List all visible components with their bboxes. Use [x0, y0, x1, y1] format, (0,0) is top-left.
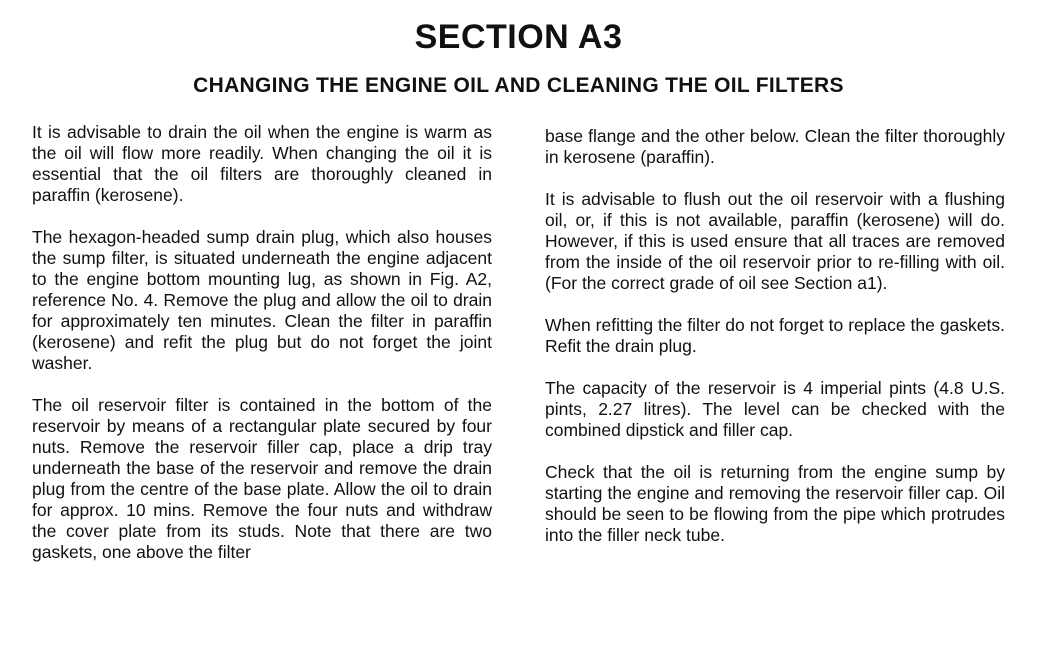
- paragraph: The hexagon-headed sump drain plug, which also houses the sump filter, is situated underneath the engine adjacent to the engine bottom mounting lug, as shown in Fig. A2, reference No. 4. Remove the plug and allow the oil to drain for approximately ten minutes. Clean the filter in paraffin (kerosene) and refit the plug but do not forget the joint washer.: [32, 227, 492, 373]
- paragraph: base flange and the other below. Clean the filter thoroughly in kerosene (paraffin).: [545, 126, 1005, 167]
- paragraph: It is advisable to flush out the oil reservoir with a flushing oil, or, if this is not available, paraffin (kerosene) will do. However, if this is used ensure that all traces are removed from the inside of the oil reservoir prior to re-filling with oil. (For the correct grade of oil see Section a1).: [545, 189, 1005, 293]
- section-subtitle: CHANGING THE ENGINE OIL AND CLEANING THE OIL FILTERS: [193, 74, 844, 97]
- paragraph: The capacity of the reservoir is 4 imperial pints (4.8 U.S. pints, 2.27 litres). The level can be checked with the combined dipstick and filler cap.: [545, 378, 1005, 440]
- paragraph: The oil reservoir filter is contained in the bottom of the reservoir by means of a rectangular plate secured by four nuts. Remove the reservoir filler cap, place a drip tray underneath the base of the reservoir and remove the drain plug from the centre of the base plate. Allow the oil to drain for approx. 10 mins. Remove the four nuts and withdraw the cover plate from its studs. Note that there are two gaskets, one above the filter: [32, 395, 492, 562]
- paragraph: When refitting the filter do not forget to replace the gaskets. Refit the drain plug.: [545, 315, 1005, 356]
- paragraph: It is advisable to drain the oil when the engine is warm as the oil will flow more readily. When changing the oil it is essential that the oil filters are thoroughly cleaned in paraffin (kerosene).: [32, 122, 492, 205]
- left-column: [32, 122, 492, 584]
- paragraph: Check that the oil is returning from the engine sump by starting the engine and removing the reservoir filler cap. Oil should be seen to be flowing from the pipe which protrudes into the filler neck tube.: [545, 462, 1005, 545]
- right-column: [545, 126, 1005, 567]
- section-title: SECTION A3: [414, 18, 623, 56]
